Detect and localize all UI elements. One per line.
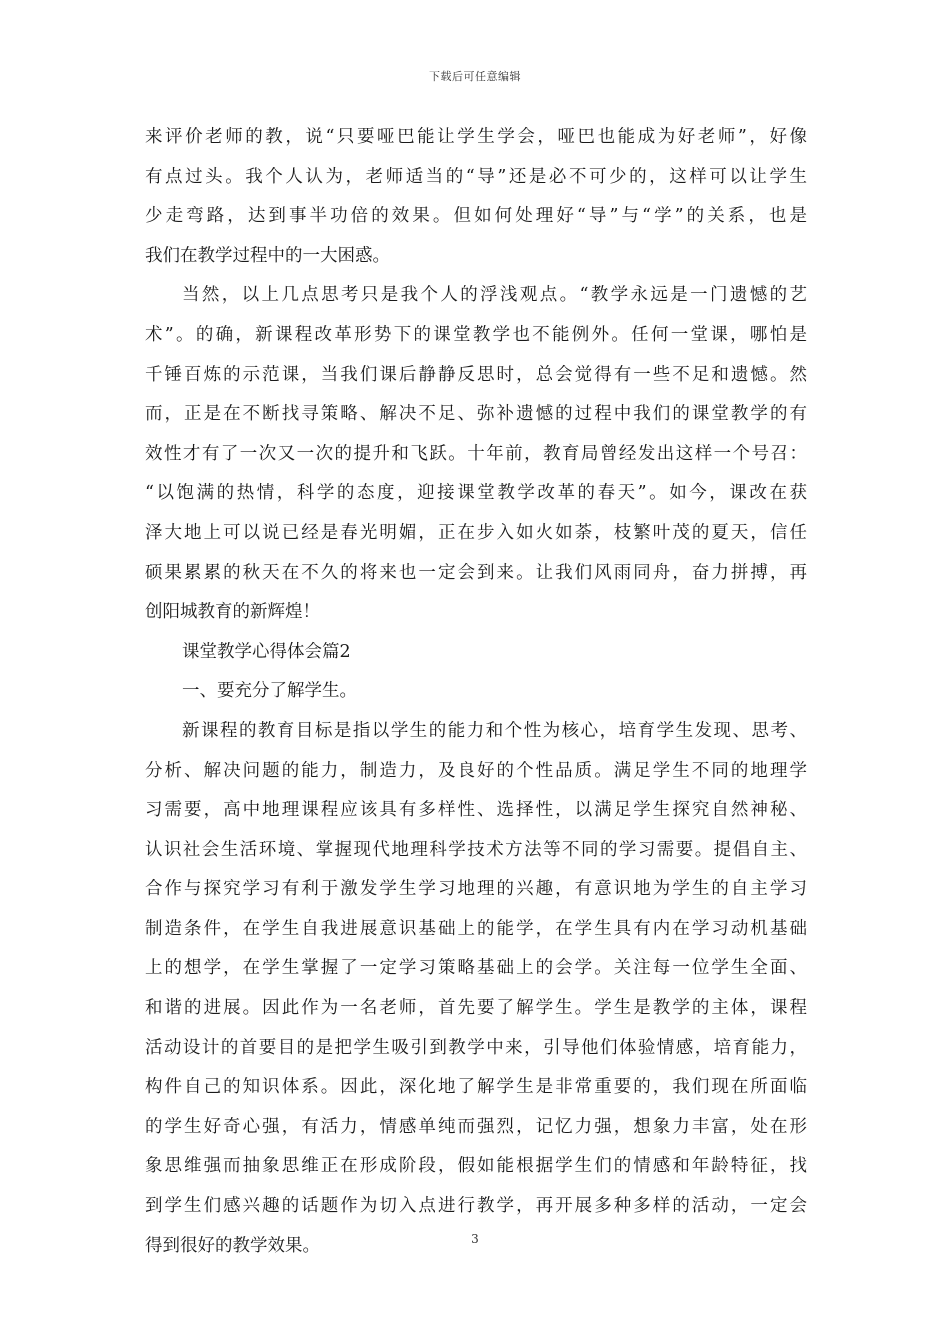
text-line: 的学生好奇心强，有活力，情感单纯而强烈，记忆力强，想象力丰富，处在形 <box>145 1116 807 1137</box>
page-number: 3 <box>471 1232 479 1246</box>
page-header: 下载后可任意编辑 <box>429 70 521 83</box>
text-line: “以饱满的热情，科学的态度，迎接课堂教学改革的春天”。如今，课改在获 <box>145 483 807 504</box>
text-line: 上的想学，在学生掌握了一定学习策略基础上的会学。关注每一位学生全面、 <box>145 958 807 979</box>
text-line: 新课程的教育目标是指以学生的能力和个性为核心，培育学生发现、思考、 <box>182 720 807 741</box>
text-line: 得到很好的教学效果。 <box>145 1235 320 1256</box>
text-line: 当然，以上几点思考只是我个人的浮浅观点。“教学永远是一门遗憾的艺 <box>182 285 807 306</box>
text-line: 制造条件，在学生自我进展意识基础上的能学，在学生具有内在学习动机基础 <box>145 918 807 939</box>
text-line: 效性才有了一次又一次的提升和飞跃。十年前，教育局曾经发出这样一个号召： <box>145 443 807 464</box>
text-line: 我们在教学过程中的一大困惑。 <box>145 245 390 266</box>
document-body <box>145 118 807 1266</box>
text-line: 课堂教学心得体会篇2 <box>182 641 351 662</box>
text-line: 合作与探究学习有利于激发学生学习地理的兴趣，有意识地为学生的自主学习 <box>145 879 807 900</box>
text-line: 一、要充分了解学生。 <box>182 681 357 702</box>
text-line: 和谐的进展。因此作为一名老师，首先要了解学生。学生是教学的主体，课程 <box>145 998 807 1019</box>
text-line: 构件自己的知识体系。因此，深化地了解学生是非常重要的，我们现在所面临 <box>145 1077 807 1098</box>
text-line: 少走弯路，达到事半功倍的效果。但如何处理好“导”与“学”的关系，也是 <box>145 206 807 227</box>
text-line: 千锤百炼的示范课，当我们课后静静反思时，总会觉得有一些不足和遗憾。然 <box>145 364 807 385</box>
text-line: 有点过头。我个人认为，老师适当的“导”还是必不可少的，这样可以让学生 <box>145 166 807 187</box>
text-line: 象思维强而抽象思维正在形成阶段，假如能根据学生们的情感和年龄特征，找 <box>145 1156 807 1177</box>
text-line: 习需要，高中地理课程应该具有多样性、选择性，以满足学生探究自然神秘、 <box>145 800 807 821</box>
text-line: 硕果累累的秋天在不久的将来也一定会到来。让我们风雨同舟，奋力拼搏，再 <box>145 562 807 583</box>
text-line: 认识社会生活环境、掌握现代地理科学技术方法等不同的学习需要。提倡自主、 <box>145 839 807 860</box>
text-line: 活动设计的首要目的是把学生吸引到教学中来，引导他们体验情感，培育能力， <box>145 1037 807 1058</box>
text-line: 创阳城教育的新辉煌！ <box>145 602 320 623</box>
text-line: 来评价老师的教，说“只要哑巴能让学生学会，哑巴也能成为好老师”，好像 <box>145 127 807 147</box>
text-line: 泽大地上可以说已经是春光明媚，正在步入如火如荼，枝繁叶茂的夏天，信任 <box>145 522 807 543</box>
text-line: 而，正是在不断找寻策略、解决不足、弥补遗憾的过程中我们的课堂教学的有 <box>145 404 807 425</box>
text-line: 分析、解决问题的能力，制造力，及良好的个性品质。满足学生不同的地理学 <box>145 760 807 781</box>
text-line: 到学生们感兴趣的话题作为切入点进行教学，再开展多种多样的活动，一定会 <box>145 1196 807 1217</box>
text-line: 术”。的确，新课程改革形势下的课堂教学也不能例外。任何一堂课，哪怕是 <box>145 324 807 345</box>
